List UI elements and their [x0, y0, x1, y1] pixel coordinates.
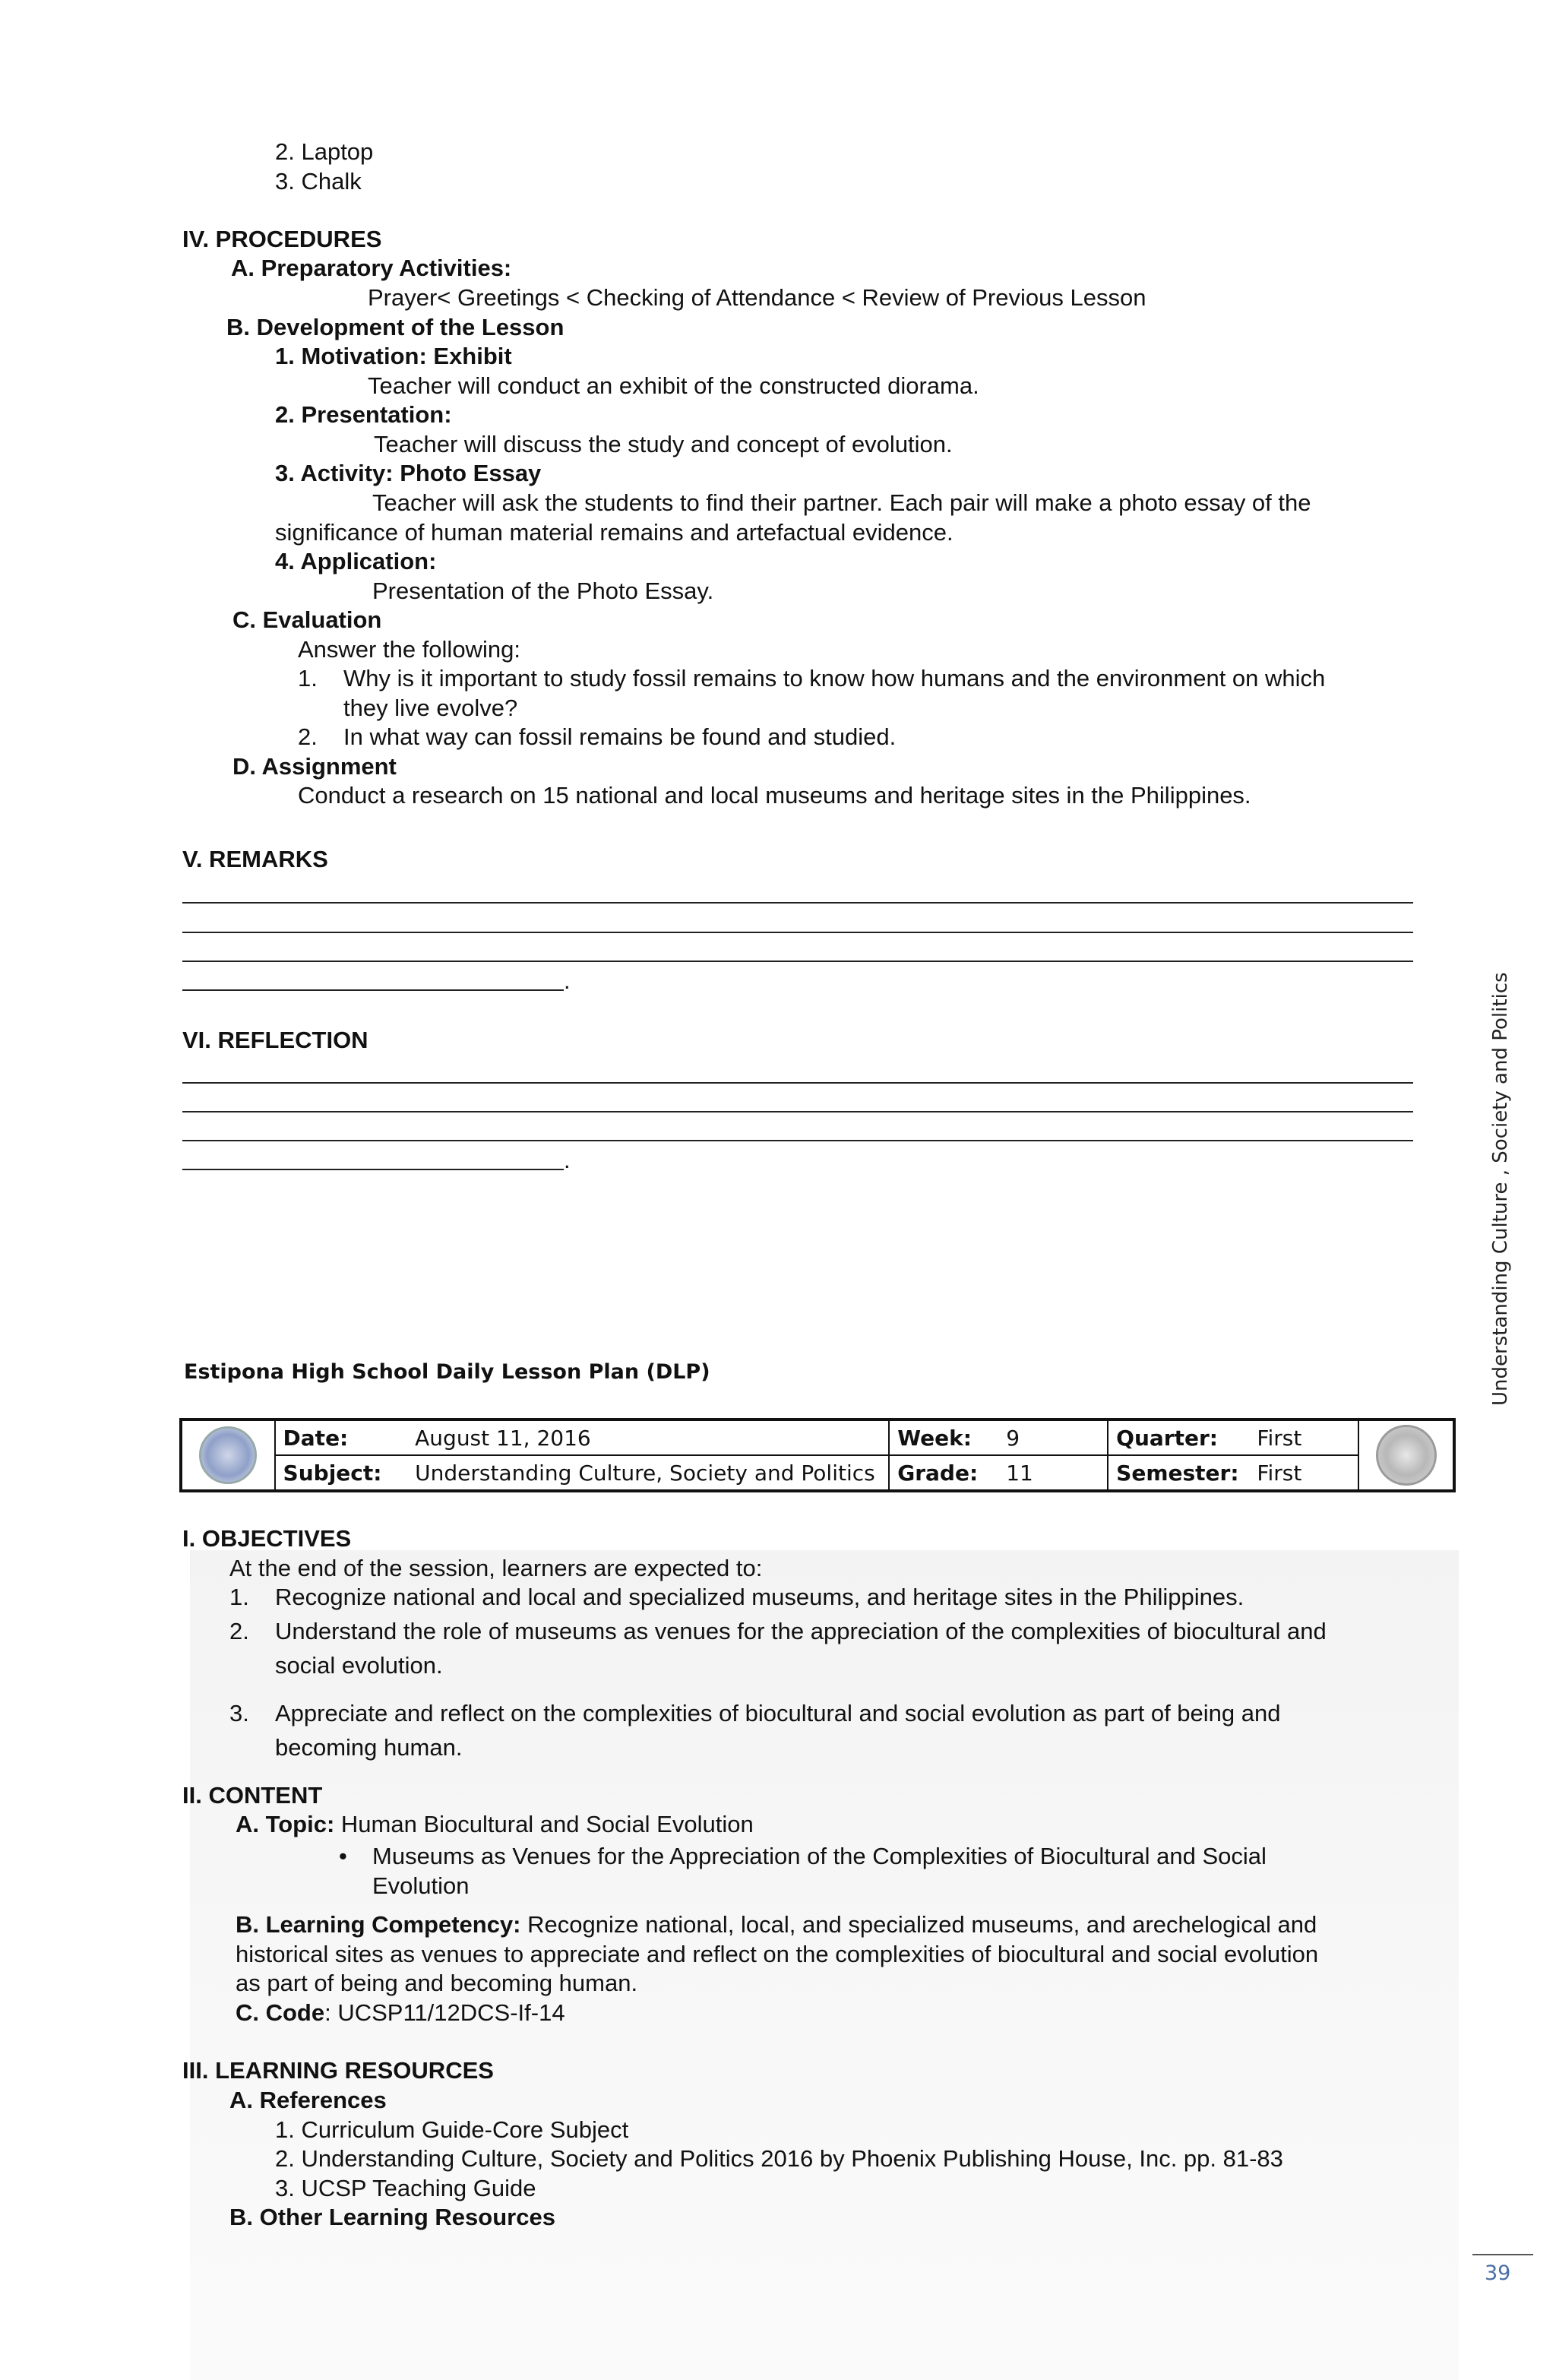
- application-text: Presentation of the Photo Essay.: [372, 578, 714, 604]
- objective-2-line2: social evolution.: [275, 1652, 443, 1679]
- reflection-heading: VI. REFLECTION: [182, 1027, 368, 1053]
- school-seal-icon: [1376, 1425, 1437, 1486]
- page-number-rule: [1472, 2254, 1533, 2255]
- remarks-heading: V. REMARKS: [182, 846, 328, 872]
- motivation-heading: 1. Motivation: Exhibit: [275, 343, 512, 369]
- competency-text: Recognize national, local, and specialized museums, and arechelogical and: [520, 1911, 1317, 1938]
- week-label: Week:: [889, 1419, 998, 1455]
- code-label: C. Code: [236, 1999, 325, 2026]
- side-subject-text: Understanding Culture , Society and Politics: [1489, 972, 1512, 1406]
- objective-3-line1: Appreciate and reflect on the complexities of biocultural and social evolution as part of being and: [275, 1700, 1281, 1726]
- remarks-period: .: [564, 967, 571, 994]
- competency-line3: as part of being and becoming human.: [236, 1970, 638, 1996]
- activity-heading: 3. Activity: Photo Essay: [275, 460, 542, 486]
- grade-label: Grade:: [889, 1455, 998, 1491]
- school-logo-cell: [1358, 1419, 1454, 1491]
- evaluation-q2-text: In what way can fossil remains be found and studied.: [343, 723, 897, 750]
- reference-item: 2. Understanding Culture, Society and Politics 2016 by Phoenix Publishing House, Inc. pp. 81-83: [275, 2145, 1283, 2172]
- remarks-line: [182, 961, 1413, 962]
- procedures-heading: IV. PROCEDURES: [182, 226, 382, 252]
- reference-item: 3. UCSP Teaching Guide: [275, 2175, 536, 2201]
- grade-value: 11: [998, 1455, 1108, 1491]
- reflection-line: [182, 1082, 1413, 1084]
- date-label: Date:: [275, 1419, 408, 1455]
- presentation-text: Teacher will discuss the study and concept of evolution.: [374, 431, 953, 457]
- subject-label: Subject:: [275, 1455, 408, 1491]
- dlp-title: Estipona High School Daily Lesson Plan (DLP): [184, 1360, 710, 1384]
- deped-logo-cell: [181, 1419, 275, 1491]
- objective-1-text: Recognize national and local and specialized museums, and heritage sites in the Philippines.: [275, 1584, 1244, 1610]
- evaluation-q2-number: 2.: [298, 723, 318, 750]
- evaluation-heading: C. Evaluation: [232, 606, 382, 633]
- reference-item: 1. Curriculum Guide-Core Subject: [275, 2116, 629, 2143]
- evaluation-q1-line2: they live evolve?: [343, 695, 518, 721]
- week-value: 9: [998, 1419, 1108, 1455]
- semester-label: Semester:: [1108, 1455, 1249, 1491]
- remarks-line: [182, 902, 1413, 904]
- objective-number: 3.: [229, 1700, 249, 1726]
- development-heading: B. Development of the Lesson: [226, 314, 565, 340]
- topic-text: Human Biocultural and Social Evolution: [334, 1811, 754, 1837]
- subject-value: Understanding Culture, Society and Politics: [407, 1455, 889, 1491]
- reflection-line: [182, 1140, 1413, 1141]
- competency-line2: historical sites as venues to appreciate and reflect on the complexities of biocultural and social evolution: [236, 1941, 1319, 1967]
- content-heading: II. CONTENT: [182, 1782, 323, 1809]
- assignment-text: Conduct a research on 15 national and local museums and heritage sites in the Philippines.: [298, 782, 1251, 809]
- objective-number: 1.: [229, 1584, 249, 1610]
- topic-bullet-line2: Evolution: [372, 1872, 470, 1899]
- activity-text-1: Teacher will ask the students to find their partner. Each pair will make a photo essay of the: [372, 489, 1311, 516]
- remarks-line: [182, 932, 1413, 933]
- dlp-header-table: [179, 1418, 1456, 1492]
- deped-seal-icon: [199, 1426, 257, 1484]
- objective-2-line1: Understand the role of museums as venues for the appreciation of the complexities of biocultural and: [275, 1618, 1327, 1644]
- activity-text-2: significance of human material remains and artefactual evidence.: [275, 519, 954, 546]
- topic-label: A. Topic:: [236, 1811, 335, 1837]
- other-resources-heading: B. Other Learning Resources: [229, 2204, 555, 2230]
- preparatory-text: Prayer< Greetings < Checking of Attendance < Review of Previous Lesson: [368, 284, 1146, 311]
- code-line: [236, 1999, 565, 2027]
- objectives-heading: I. OBJECTIVES: [182, 1525, 352, 1552]
- presentation-heading: 2. Presentation:: [275, 401, 452, 428]
- application-heading: 4. Application:: [275, 548, 437, 574]
- references-heading: A. References: [229, 2087, 387, 2113]
- materials-item-chalk: 3. Chalk: [275, 168, 362, 195]
- reflection-line: [182, 1169, 564, 1170]
- topic-bullet-line1: Museums as Venues for the Appreciation of the Complexities of Biocultural and Social: [372, 1843, 1267, 1869]
- competency-label: B. Learning Competency:: [236, 1911, 521, 1938]
- quarter-value: First: [1249, 1419, 1358, 1455]
- materials-item-laptop: 2. Laptop: [275, 138, 374, 165]
- evaluation-q1-line1: Why is it important to study fossil remains to know how humans and the environment on which: [343, 665, 1326, 692]
- resources-heading: III. LEARNING RESOURCES: [182, 2057, 494, 2084]
- objective-3-line2: becoming human.: [275, 1734, 463, 1761]
- topic-line: [236, 1810, 754, 1839]
- assignment-heading: D. Assignment: [232, 753, 397, 780]
- code-text: : UCSP11/12DCS-If-14: [324, 1999, 565, 2026]
- date-value: August 11, 2016: [407, 1419, 889, 1455]
- motivation-text: Teacher will conduct an exhibit of the constructed diorama.: [368, 372, 979, 399]
- bullet-icon: •: [339, 1843, 347, 1869]
- evaluation-intro: Answer the following:: [298, 636, 520, 663]
- competency-line1: [236, 1910, 1317, 1939]
- page-number: 39: [1485, 2261, 1511, 2285]
- semester-value: First: [1249, 1455, 1358, 1491]
- objective-number: 2.: [229, 1618, 249, 1644]
- remarks-line: [182, 989, 564, 991]
- evaluation-q1-number: 1.: [298, 665, 318, 692]
- quarter-label: Quarter:: [1108, 1419, 1249, 1455]
- preparatory-heading: A. Preparatory Activities:: [231, 255, 512, 281]
- objectives-intro: At the end of the session, learners are expected to:: [229, 1555, 763, 1581]
- reflection-period: .: [564, 1147, 571, 1173]
- reflection-line: [182, 1111, 1413, 1112]
